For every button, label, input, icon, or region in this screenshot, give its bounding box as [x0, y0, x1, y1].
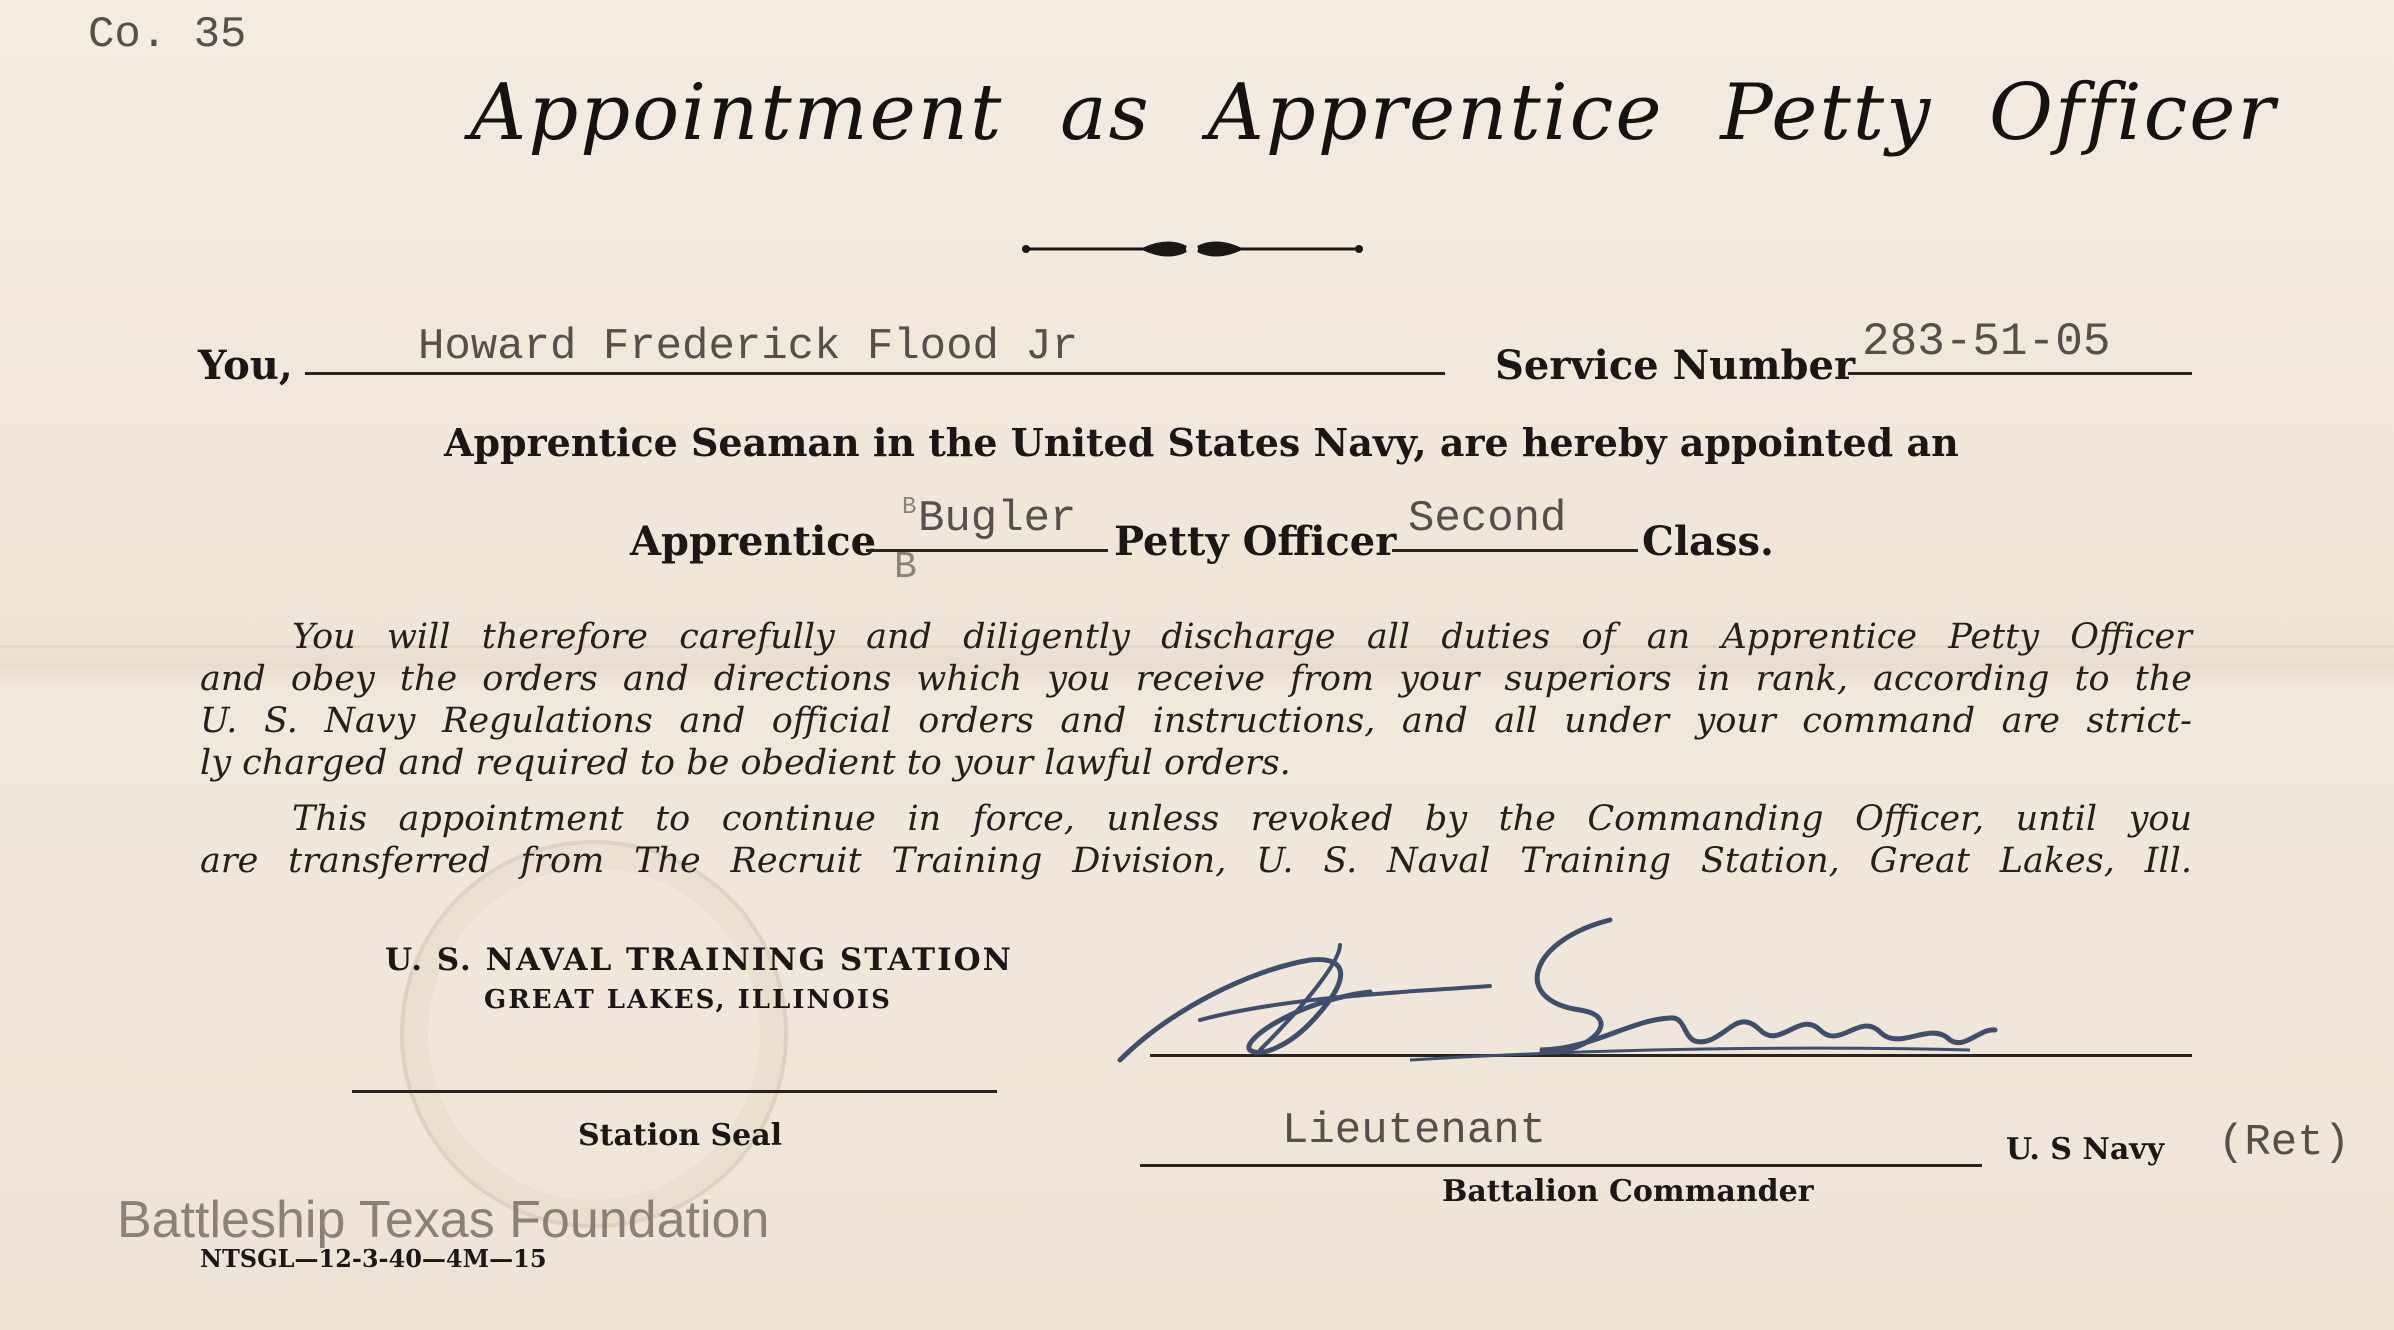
class-label: Class. — [1642, 518, 1774, 565]
rate-overstrike-bottom: B — [894, 546, 917, 589]
you-label: You, — [198, 342, 293, 389]
us-navy-label: U. S Navy — [2006, 1132, 2165, 1167]
doc-number: Co. 35 — [88, 10, 247, 60]
petty-officer-label: Petty Officer — [1114, 518, 1397, 565]
service-number-underline — [1848, 372, 2192, 375]
station-name: U. S. NAVAL TRAINING STATION — [385, 942, 1013, 978]
class-underline — [1392, 549, 1638, 552]
rate-typed: Bugler — [918, 494, 1077, 544]
signature-image-icon — [1110, 900, 2010, 1080]
force-paragraph — [200, 798, 2192, 882]
paragraph1-line: and obey the orders and directions which you receive from your superiors in rank, according to the — [200, 659, 2192, 699]
signer-rank: Lieutenant — [1282, 1106, 1547, 1156]
paragraph1-line: ly charged and required to be obedient to your lawful orders. — [200, 743, 1291, 783]
station-seal-label: Station Seal — [578, 1118, 783, 1153]
document-title: Appointment as Apprentice Petty Officer — [470, 68, 2277, 158]
watermark-text: Battleship Texas Foundation — [117, 1191, 770, 1249]
retired-typed: (Ret) — [2218, 1118, 2351, 1168]
service-number: 283-51-05 — [1862, 316, 2111, 368]
appointment-line: Apprentice Seaman in the United States Navy, are hereby appointed an — [444, 420, 1959, 465]
paragraph2-line: are transferred from The Recruit Training Division, U. S. Naval Training Station, Great Lakes, Ill. — [200, 841, 2192, 881]
paragraph1-line: U. S. Navy Regulations and official orders and instructions, and all under your command are strict- — [200, 701, 2192, 741]
name-underline — [305, 372, 1445, 375]
service-number-label: Service Number — [1495, 342, 1856, 389]
embossed-seal — [400, 840, 788, 1228]
bleed-through-text — [2230, 80, 2290, 1130]
rank-underline — [1140, 1164, 1982, 1167]
station-location: GREAT LAKES, ILLINOIS — [484, 985, 892, 1015]
paragraph2-line: This appointment to continue in force, unless revoked by the Commanding Officer, until you — [292, 799, 2192, 839]
duties-paragraph — [200, 616, 2192, 784]
paragraph1-line: You will therefore carefully and diligently discharge all duties of an Apprentice Petty Officer — [292, 617, 2192, 657]
signer-title: Battalion Commander — [1442, 1174, 1814, 1209]
ornament-divider-icon — [1020, 232, 1365, 266]
class-typed: Second — [1408, 494, 1567, 544]
seal-underline — [352, 1090, 997, 1093]
rate-overstrike-top: B — [902, 494, 917, 521]
apprentice-label: Apprentice — [630, 518, 877, 565]
recipient-name: Howard Frederick Flood Jr — [418, 322, 1079, 372]
form-number: NTSGL—12-3-40—4M—15 — [200, 1244, 547, 1273]
